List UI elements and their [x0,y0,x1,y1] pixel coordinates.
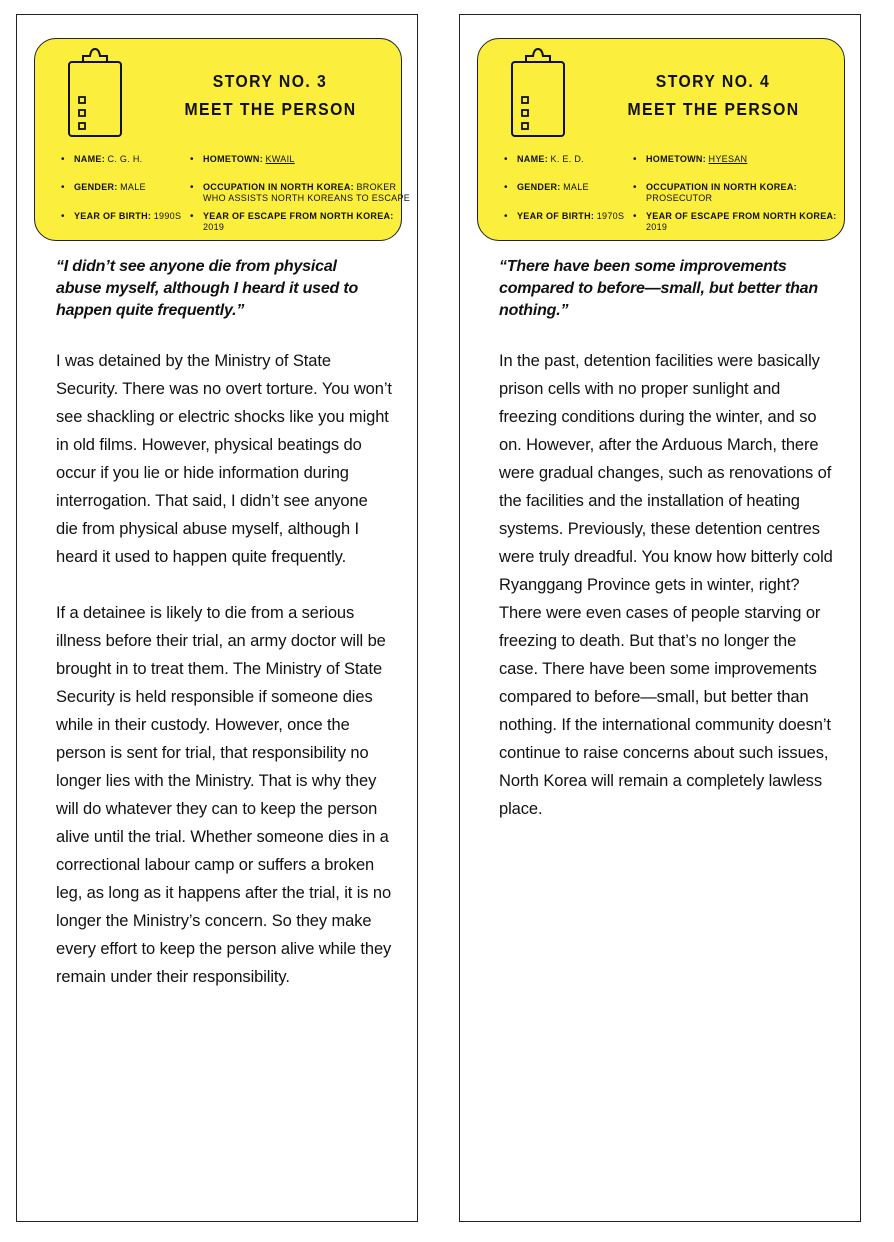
pull-quote: “There have been some improvements compared to before—small, but better than nothing.” [499,258,818,319]
card-title [628,67,799,123]
story-body [499,347,835,851]
fact-gender: • GENDER: MALE [74,182,146,193]
clipboard-icon [67,48,123,138]
fact-hometown: • HOMETOWN: KWAIL [203,154,295,165]
card-subtitle: MEET THE PERSON [184,99,357,119]
hometown-link[interactable]: HYESAN [708,154,748,164]
fact-occupation: • OCCUPATION IN NORTH KOREA: BROKER WHO ASSISTS NORTH KOREANS TO ESCAPE [203,182,410,204]
fact-year-of-escape: • YEAR OF ESCAPE FROM NORTH KOREA: 2019 [203,211,394,233]
fact-name: • NAME: C. G. H. [74,154,142,165]
clipboard-icon [510,48,566,138]
story-number: STORY NO. 3 [212,71,328,91]
fact-gender: • GENDER: MALE [517,182,589,193]
fact-year-of-birth: • YEAR OF BIRTH: 1970S [517,211,624,222]
story-number: STORY NO. 4 [655,71,771,91]
story-page-4 [459,14,861,1222]
fact-name: • NAME: K. E. D. [517,154,584,165]
fact-year-of-birth: • YEAR OF BIRTH: 1990S [74,211,181,222]
hometown-link[interactable]: KWAIL [265,154,295,164]
fact-hometown: • HOMETOWN: HYESAN [646,154,747,165]
profile-card [34,38,411,241]
fact-year-of-escape: • YEAR OF ESCAPE FROM NORTH KOREA: 2019 [646,211,837,233]
card-subtitle: MEET THE PERSON [627,99,800,119]
card-title [185,67,356,123]
paragraph: If a detainee is likely to die from a serious illness before their trial, an army doctor will be brought in to treat them. The Ministry of State Security is held responsible if someone dies while in their custody. However, once the person is sent for trial, that responsibility no longer lies with the Ministry. That is why they will do whatever they can to keep the person alive until the trial. Whether someone dies in a correctional labour camp or suffers a broken leg, as long as it happens after the trial, it is no longer the Ministry’s concern. So they make every effort to keep the person alive while they remain under their responsibility. [56,604,392,986]
paragraph: In the past, detention facilities were basically prison cells with no proper sunlight and freezing conditions during the winter, and so on. However, after the Arduous March, there were gradual changes, such as renovations of the facilities and the installation of heating systems. Previously, these detention centres were truly dreadful. You know how bitterly cold Ryanggang Province gets in winter, right? There were even cases of people starving or freezing to death. But that’s no longer the case. There have been some improvements compared to before—small, but better than nothing. If the international community doesn’t continue to raise concerns about such issues, North Korea will remain a completely lawless place. [499,352,833,818]
fact-occupation: • OCCUPATION IN NORTH KOREA: PROSECUTOR [646,182,797,204]
story-body [56,347,392,1019]
profile-card [477,38,845,241]
story-page-3 [16,14,418,1222]
paragraph: I was detained by the Ministry of State Security. There was no overt torture. You won’t see shackling or electric shocks like you might in old films. However, physical beatings do occur if you lie or hide information during interrogation. That said, I didn’t see anyone die from physical abuse myself, although I heard it used to happen quite frequently. [56,352,392,566]
pull-quote: “I didn’t see anyone die from physical abuse myself, although I heard it used to happen quite frequently.” [56,258,359,319]
